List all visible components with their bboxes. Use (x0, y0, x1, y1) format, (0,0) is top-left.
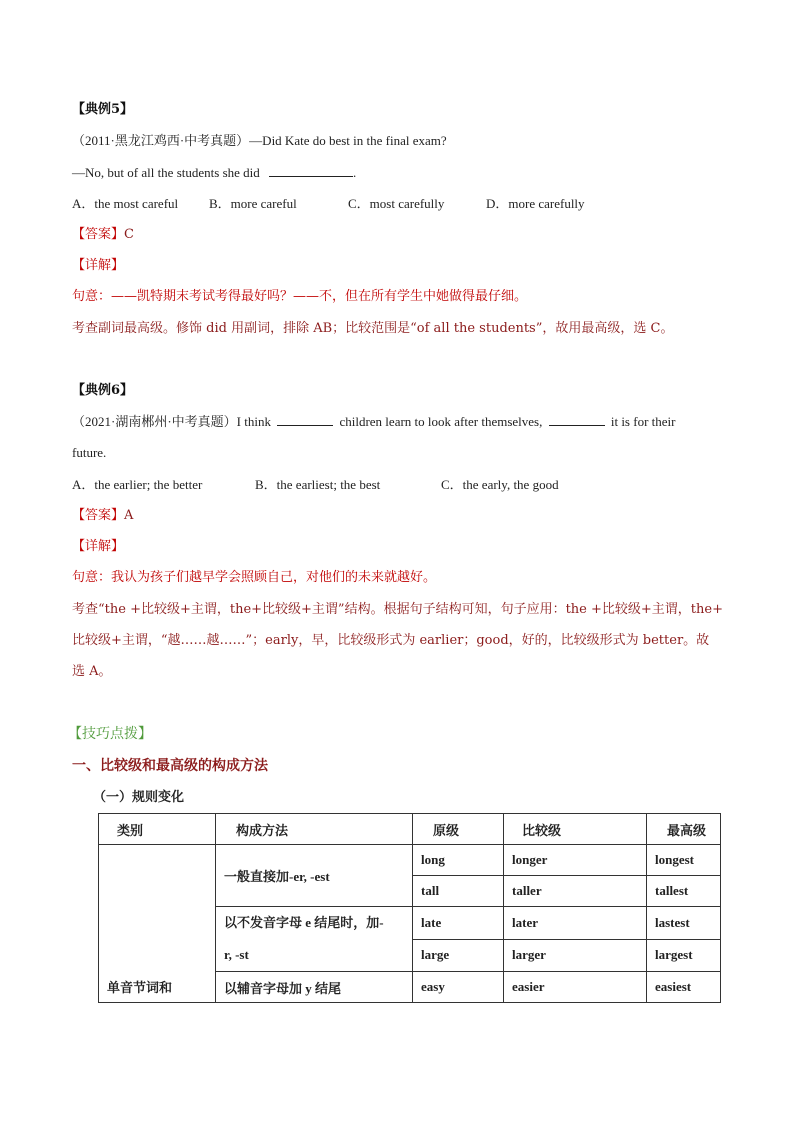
superlative-cell: longest (647, 845, 721, 876)
header-method: 构成方法 (216, 814, 413, 845)
base-cell: large (413, 939, 504, 972)
comparative-cell: later (504, 907, 647, 940)
method-silent-e (216, 907, 413, 972)
example6-question-line2: future. (72, 445, 107, 460)
category-cell: 单音节词和 (99, 845, 216, 1003)
example6-option-c: C．the early, the good (441, 477, 559, 492)
example6-question-part1: （2021·湖南郴州·中考真题）I think (72, 414, 271, 429)
header-category: 类别 (99, 814, 216, 845)
example5-question-text: —No, but of all the students she did (72, 165, 260, 180)
answer-blank (549, 413, 605, 426)
method-silent-e-line2: r, -st (224, 947, 249, 962)
answer-value: C (124, 227, 134, 242)
example5-option-c: C．most carefully (348, 196, 445, 211)
example6-analysis-line3: 选 A。 (72, 664, 112, 679)
method-direct: 一般直接加-er, -est (216, 845, 413, 907)
superlative-cell: lastest (647, 907, 721, 940)
comparative-cell: taller (504, 876, 647, 907)
comparative-cell: longer (504, 845, 647, 876)
example5-answer (72, 226, 134, 244)
base-cell: long (413, 845, 504, 876)
example6-question-part2: children learn to look after themselves, (339, 414, 543, 429)
example5-question-line1: （2011·黑龙江鸡西·中考真题）—Did Kate do best in the final exam? (72, 133, 447, 148)
method-consonant-y: 以辅音字母加 y 结尾 (216, 972, 413, 1003)
example5-question-line2 (72, 164, 356, 182)
example6-analysis-line1: 考查“the +比较级+主谓，the+比较级+主谓”结构。根据句子结构可知，句子应用：the +比较级+主谓，the+ (72, 602, 723, 617)
answer-label: 【答案】 (72, 508, 125, 523)
example5-question-end: . (353, 165, 357, 180)
header-comparative: 比较级 (504, 814, 647, 845)
example6-answer (72, 507, 133, 525)
answer-label: 【答案】 (72, 227, 125, 242)
header-superlative: 最高级 (647, 814, 721, 845)
example6-question-part3: it is for their (610, 414, 676, 429)
tips-section-label: 【技巧点拨】 (68, 726, 152, 742)
example5-option-a: A．the most careful (72, 196, 179, 211)
example5-option-d: D．more carefully (486, 196, 585, 211)
example5-option-b: B．more careful (209, 196, 297, 211)
example6-analysis-line2: 比较级+主谓，“越……越……”；early，早，比较级形式为 earlier；good，好的，比较级形式为 better。故 (72, 633, 710, 648)
table-header-row (99, 814, 721, 845)
answer-value: A (124, 508, 134, 523)
example6-option-b: B．the earliest; the best (255, 477, 381, 492)
example6-option-a: A．the earlier; the better (72, 477, 203, 492)
tips-heading1: 一、比较级和最高级的构成方法 (72, 758, 268, 774)
example5-detail-label: 【详解】 (72, 258, 125, 273)
example6-title: 【典例6】 (72, 383, 134, 398)
comparative-cell: larger (504, 939, 647, 972)
superlative-cell: largest (647, 939, 721, 972)
superlative-cell: easiest (647, 972, 721, 1003)
base-cell: easy (413, 972, 504, 1003)
example6-detail-label: 【详解】 (72, 539, 125, 554)
comparison-rules-table (98, 813, 721, 1003)
example6-meaning: 句意：我认为孩子们越早学会照顾自己，对他们的未来就越好。 (72, 570, 437, 585)
base-cell: tall (413, 876, 504, 907)
example6-question-line1 (72, 413, 675, 431)
example5-meaning: 句意：——凯特期末考试考得最好吗？——不，但在所有学生中她做得最仔细。 (72, 289, 528, 304)
header-base: 原级 (413, 814, 504, 845)
base-cell: late (413, 907, 504, 940)
answer-blank (269, 164, 353, 177)
example5-title: 【典例5】 (72, 102, 134, 117)
method-silent-e-line1: 以不发音字母 e 结尾时，加- (224, 915, 384, 930)
comparative-cell: easier (504, 972, 647, 1003)
table-row (99, 845, 721, 876)
example5-analysis: 考查副词最高级。修饰 did 用副词，排除 AB；比较范围是“of all the students”，故用最高级，选 C。 (72, 321, 674, 336)
superlative-cell: tallest (647, 876, 721, 907)
answer-blank (277, 413, 333, 426)
tips-heading2: （一）规则变化 (93, 790, 185, 805)
